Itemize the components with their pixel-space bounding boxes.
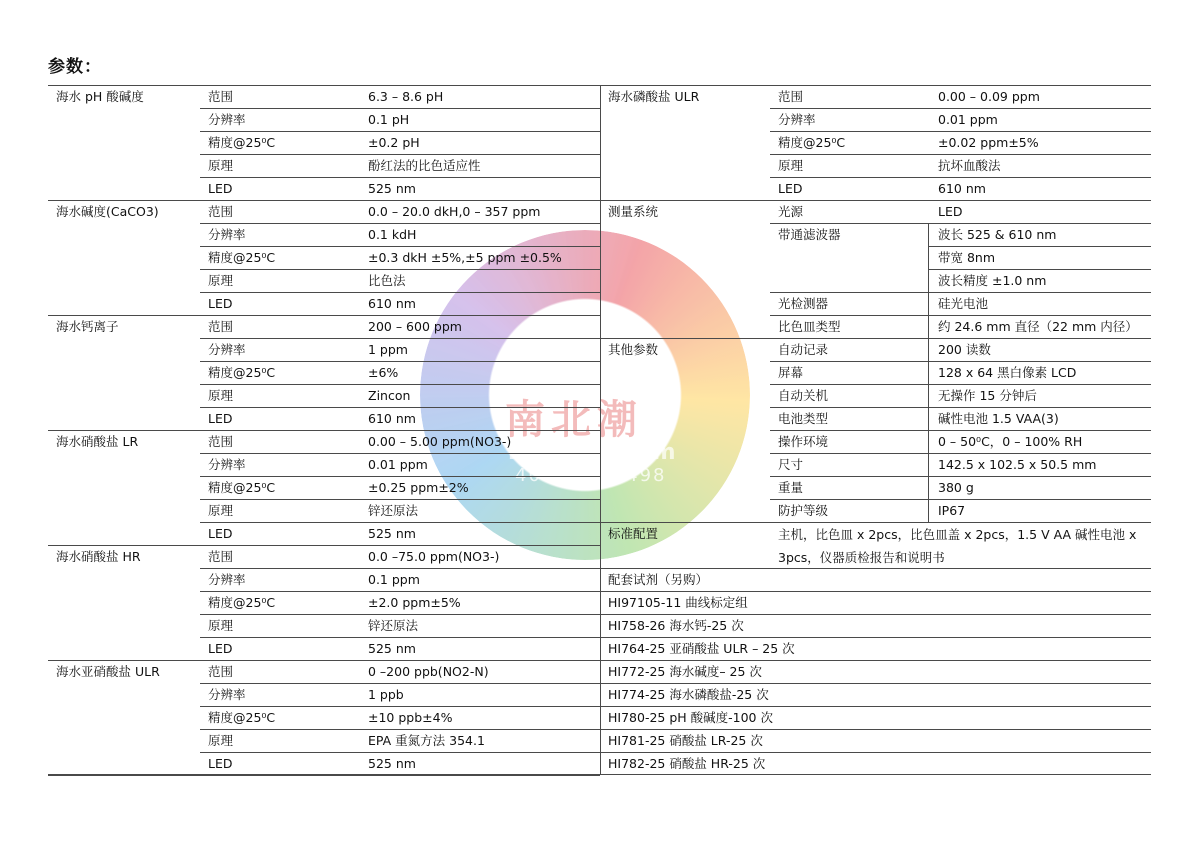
row-divider — [600, 614, 1151, 615]
param-value: ±2.0 ppm±5% — [368, 595, 461, 610]
param-label: 分辨率 — [208, 687, 246, 702]
reagent-item: HI758-26 海水钙-25 次 — [608, 618, 744, 633]
param-value: 610 nm — [368, 296, 416, 311]
param-value: 0.0 – 20.0 dkH,0 – 357 ppm — [368, 204, 541, 219]
param-value: 带宽 8nm — [938, 250, 996, 265]
reagent-item: HI782-25 硝酸盐 HR-25 次 — [608, 756, 766, 771]
param-value: 0.00 – 5.00 ppm(NO3-) — [368, 434, 512, 449]
param-label: 分辨率 — [778, 112, 816, 127]
reagent-item: HI780-25 pH 酸碱度-100 次 — [608, 710, 773, 725]
param-value: 380 g — [938, 480, 974, 495]
column-divider — [600, 85, 601, 568]
param-label: LED — [208, 641, 233, 656]
param-label: 操作环境 — [778, 434, 829, 449]
param-value: 抗坏血酸法 — [938, 158, 1001, 173]
param-value: 0.01 ppm — [938, 112, 998, 127]
reagent-item: HI781-25 硝酸盐 LR-25 次 — [608, 733, 763, 748]
param-value: IP67 — [938, 503, 966, 518]
row-divider — [600, 200, 1151, 201]
param-value: ±0.25 ppm±2% — [368, 480, 469, 495]
row-divider — [600, 729, 1151, 730]
param-value: 0.0 –75.0 ppm(NO3-) — [368, 549, 500, 564]
param-value: 锌还原法 — [368, 618, 419, 633]
param-label: 范围 — [208, 549, 234, 564]
param-label: 屏幕 — [778, 365, 804, 380]
row-divider — [770, 476, 1151, 477]
row-divider — [200, 568, 600, 569]
row-divider — [200, 108, 600, 109]
row-divider — [600, 637, 1151, 638]
param-value: 200 读数 — [938, 342, 991, 357]
group-name: 海水磷酸盐 ULR — [608, 89, 700, 104]
param-value: 142.5 x 102.5 x 50.5 mm — [938, 457, 1097, 472]
param-value: 0.1 pH — [368, 112, 410, 127]
param-label: 精度@25⁰C — [208, 250, 276, 265]
param-label: LED — [208, 756, 233, 771]
reagent-item: HI97105-11 曲线标定组 — [608, 595, 748, 610]
row-divider — [928, 246, 1151, 247]
param-value: 6.3 – 8.6 pH — [368, 89, 444, 104]
param-value: 0 –200 ppb(NO2-N) — [368, 664, 489, 679]
row-divider — [200, 384, 600, 385]
group-name: 海水硝酸盐 HR — [56, 549, 141, 564]
param-label: 范围 — [208, 319, 234, 334]
group-name: 海水钙离子 — [56, 319, 119, 334]
param-label: 光检测器 — [778, 296, 829, 311]
row-divider — [770, 315, 1151, 316]
row-divider — [600, 338, 1151, 339]
column-divider — [928, 292, 929, 338]
param-label: 原理 — [778, 158, 804, 173]
row-divider — [600, 683, 1151, 684]
row-divider — [200, 269, 600, 270]
row-divider — [600, 568, 1151, 569]
param-value: 0.01 ppm — [368, 457, 428, 472]
row-divider — [200, 729, 600, 730]
row-divider — [48, 200, 600, 201]
row-divider — [200, 522, 600, 523]
param-label: LED — [208, 411, 233, 426]
group-name: 标准配置 — [608, 526, 659, 541]
param-value: ±0.3 dkH ±5%,±5 ppm ±0.5% — [368, 250, 562, 265]
row-divider — [770, 453, 1151, 454]
param-label: LED — [208, 296, 233, 311]
param-label: 精度@25⁰C — [208, 135, 276, 150]
config-value: 主机，比色皿 x 2pcs，比色皿盖 x 2pcs，1.5 V AA 碱性电池 x 3pcs，仪器质检报告和说明书 — [778, 527, 1137, 565]
row-divider — [200, 338, 600, 339]
row-divider — [48, 660, 600, 661]
page-heading: 参数： — [48, 57, 102, 77]
row-divider — [770, 223, 1151, 224]
param-label: 原理 — [208, 618, 234, 633]
watermark-site: nbchao.com — [508, 440, 678, 465]
row-divider — [770, 430, 1151, 431]
row-divider — [770, 177, 1151, 178]
row-divider — [770, 407, 1151, 408]
param-value: 525 nm — [368, 526, 416, 541]
param-label: 精度@25⁰C — [208, 710, 276, 725]
row-divider — [200, 154, 600, 155]
param-label: 原理 — [208, 733, 234, 748]
group-name: 海水亚硝酸盐 ULR — [56, 664, 160, 679]
reagent-item: HI764-25 亚硝酸盐 ULR – 25 次 — [608, 641, 795, 656]
row-divider — [200, 361, 600, 362]
param-value: 525 nm — [368, 181, 416, 196]
row-divider — [600, 591, 1151, 592]
group-name: 海水 pH 酸碱度 — [56, 89, 144, 104]
param-value: 200 – 600 ppm — [368, 319, 462, 334]
param-value: 波长 525 & 610 nm — [938, 227, 1057, 242]
param-label: 分辨率 — [208, 227, 246, 242]
row-divider — [770, 292, 1151, 293]
row-divider — [200, 706, 600, 707]
param-label: 尺寸 — [778, 457, 804, 472]
row-divider — [770, 131, 1151, 132]
param-label: 精度@25⁰C — [208, 365, 276, 380]
row-divider — [200, 453, 600, 454]
column-divider — [928, 338, 929, 522]
group-name: 海水碱度(CaCO3) — [56, 204, 159, 219]
param-label: 重量 — [778, 480, 804, 495]
param-label: LED — [208, 526, 233, 541]
row-divider — [48, 545, 600, 546]
param-label: 光源 — [778, 204, 804, 219]
param-value: 0.1 kdH — [368, 227, 417, 242]
param-label: 防护等级 — [778, 503, 829, 518]
watermark-phone: 400-600-7498 — [515, 465, 667, 486]
param-value: 比色法 — [368, 273, 406, 288]
row-divider — [770, 499, 1151, 500]
param-value: 525 nm — [368, 756, 416, 771]
param-value: 1 ppm — [368, 342, 408, 357]
param-label: 分辨率 — [208, 457, 246, 472]
param-value: LED — [938, 204, 963, 219]
row-divider — [200, 637, 600, 638]
row-divider — [200, 246, 600, 247]
param-label: 分辨率 — [208, 572, 246, 587]
param-value: 0 – 50⁰C，0 – 100% RH — [938, 434, 1083, 449]
param-label: 范围 — [208, 89, 234, 104]
param-label: 分辨率 — [208, 342, 246, 357]
param-label: LED — [208, 181, 233, 196]
row-divider — [200, 683, 600, 684]
param-label: 精度@25⁰C — [778, 135, 846, 150]
param-label: 带通滤波器 — [778, 227, 841, 242]
row-divider — [770, 361, 1151, 362]
param-label: 自动记录 — [778, 342, 829, 357]
row-divider — [200, 407, 600, 408]
param-value: 锌还原法 — [368, 503, 419, 518]
group-name: 测量系统 — [608, 204, 659, 219]
param-label: 范围 — [208, 204, 234, 219]
row-divider — [928, 269, 1151, 270]
param-value: EPA 重氮方法 354.1 — [368, 733, 485, 748]
param-value: ±10 ppb±4% — [368, 710, 453, 725]
param-value: ±6% — [368, 365, 399, 380]
param-value: 酚红法的比色适应性 — [368, 158, 481, 173]
row-divider — [48, 430, 600, 431]
param-value: 525 nm — [368, 641, 416, 656]
row-divider — [200, 752, 600, 753]
param-value: 硅光电池 — [938, 296, 989, 311]
param-value: 碱性电池 1.5 VAA(3) — [938, 411, 1059, 426]
row-divider — [770, 384, 1151, 385]
param-label: 原理 — [208, 503, 234, 518]
param-label: 自动关机 — [778, 388, 829, 403]
column-divider — [600, 568, 601, 774]
param-value: 约 24.6 mm 直径（22 mm 内径） — [938, 319, 1138, 334]
group-name: 海水硝酸盐 LR — [56, 434, 139, 449]
reagents-title: 配套试剂（另购） — [608, 572, 709, 587]
param-label: 范围 — [778, 89, 804, 104]
row-divider — [200, 614, 600, 615]
row-divider — [770, 154, 1151, 155]
param-value: Zincon — [368, 388, 411, 403]
watermark-brand: 南北潮 — [505, 396, 643, 443]
param-label: 电池类型 — [778, 411, 829, 426]
param-value: 无操作 15 分钟后 — [938, 388, 1037, 403]
column-divider — [928, 223, 929, 292]
row-divider — [600, 706, 1151, 707]
param-label: 比色皿类型 — [778, 319, 841, 334]
param-label: 原理 — [208, 273, 234, 288]
param-label: 范围 — [208, 434, 234, 449]
row-divider — [200, 499, 600, 500]
row-divider — [200, 177, 600, 178]
param-value: 波长精度 ±1.0 nm — [938, 273, 1047, 288]
reagent-item: HI772-25 海水碱度– 25 次 — [608, 664, 762, 679]
row-divider — [200, 591, 600, 592]
row-divider — [48, 775, 600, 776]
param-value: ±0.2 pH — [368, 135, 420, 150]
param-value: 128 x 64 黑白像素 LCD — [938, 365, 1077, 380]
row-divider — [200, 131, 600, 132]
group-name: 其他参数 — [608, 342, 659, 357]
row-divider — [48, 315, 600, 316]
param-label: 精度@25⁰C — [208, 595, 276, 610]
param-label: 原理 — [208, 388, 234, 403]
spec-table — [48, 85, 1151, 774]
param-label: 精度@25⁰C — [208, 480, 276, 495]
param-value: ±0.02 ppm±5% — [938, 135, 1039, 150]
row-divider — [600, 660, 1151, 661]
row-divider — [770, 108, 1151, 109]
row-divider — [600, 752, 1151, 753]
param-value: 0.00 – 0.09 ppm — [938, 89, 1040, 104]
param-label: 原理 — [208, 158, 234, 173]
param-label: 范围 — [208, 664, 234, 679]
param-value: 0.1 ppm — [368, 572, 420, 587]
reagent-item: HI774-25 海水磷酸盐-25 次 — [608, 687, 769, 702]
param-value: 1 ppb — [368, 687, 404, 702]
param-value: 610 nm — [938, 181, 986, 196]
row-divider — [200, 223, 600, 224]
row-divider — [200, 476, 600, 477]
row-divider — [200, 292, 600, 293]
param-label: LED — [778, 181, 803, 196]
param-label: 分辨率 — [208, 112, 246, 127]
param-value: 610 nm — [368, 411, 416, 426]
